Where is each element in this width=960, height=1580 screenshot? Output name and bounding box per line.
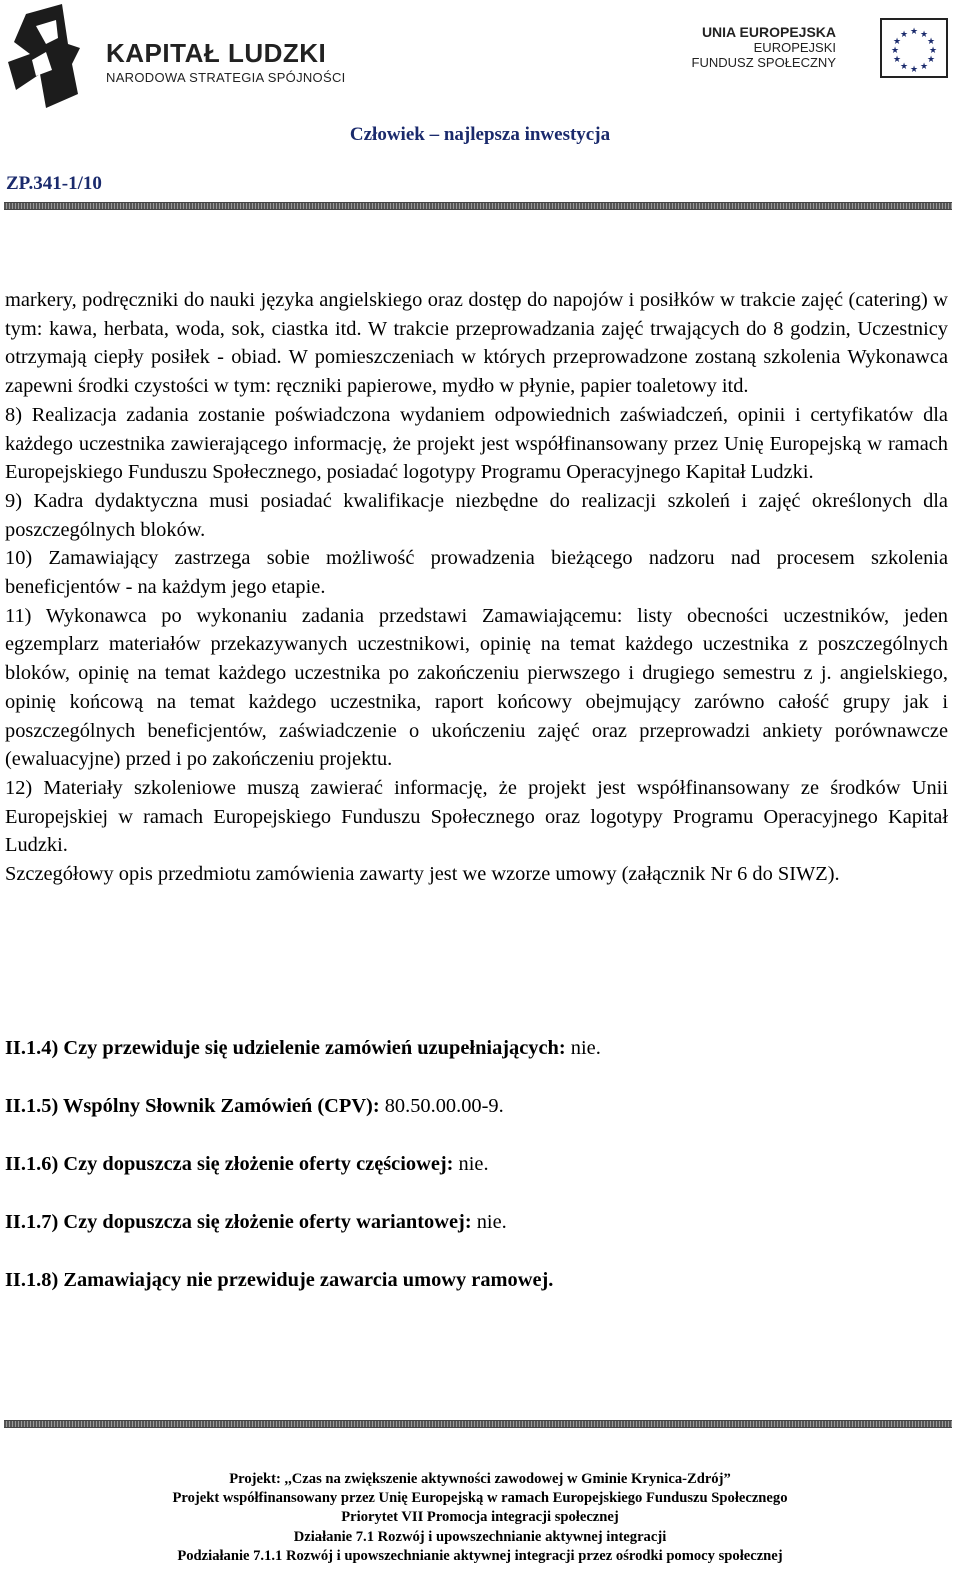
paragraph: 12) Materiały szkoleniowe muszą zawierać informację, że projekt jest współfinansowany ze środków Unii Europejskiej w ramach Europejskiego Funduszu Społecznego oraz logotypy Programu Operacyjnego Kapitał Ludzki. (5, 776, 948, 857)
kapital-ludzki-title: KAPITAŁ LUDZKI (106, 38, 327, 68)
svg-text:★: ★ (926, 37, 936, 47)
eu-logo-line-1: UNIA EUROPEJSKA (701, 24, 836, 40)
section-heading: II.1.8) Zamawiający nie przewiduje zawarcia umowy ramowej. (5, 1269, 554, 1291)
section-item (5, 1266, 948, 1294)
paragraph: 9) Kadra dydaktyczna musi posiadać kwalifikacje niezbędne do realizacji szkoleń i zajęć określonych dla poszczególnych bloków. (5, 489, 948, 541)
section-item (5, 1092, 948, 1120)
paragraph: markery, podręczniki do nauki języka angielskiego oraz dostęp do napojów i posiłków w trakcie zajęć (catering) w tym: kawa, herbata, woda, sok, ciastka itd. W trakcie przeprowadzania zajęć trwających do 8 godzin, Uczestnicy otrzymają ciepły posiłek - obiad. W pomieszczeniach w których przeprowadzone zostaną szkolenia Wykonawca zapewni środki czystości w tym: ręczniki papierowe, mydło w płynie, papier toaletowy itd. (5, 289, 948, 398)
footer-line: Projekt: ,,Czas na zwiększenie aktywności zawodowej w Gminie Krynica-Zdrój” (229, 1471, 731, 1487)
section-item (5, 1208, 948, 1236)
section-item (5, 1150, 948, 1178)
footer-line: Priorytet VII Promocja integracji społecznej (341, 1509, 619, 1526)
kapital-ludzki-emblem-icon (6, 4, 86, 108)
svg-text:★: ★ (909, 27, 919, 37)
section-value: 80.50.00.00-9. (379, 1095, 504, 1117)
paragraph: 8) Realizacja zadania zostanie poświadczona wydaniem odpowiednich zaświadczeń, opinii i certyfikatów dla każdego uczestnika zawierającego informację, że projekt jest współfinansowany przez Unię Europejską w ramach Europejskiego Funduszu Społecznego, posiadać logotypy Programu Operacyjnego Kapitał Ludzki. (5, 403, 948, 484)
body-text (5, 286, 948, 889)
eu-logo-line-2: EUROPEJSKI (753, 40, 836, 55)
section-value: nie. (565, 1037, 601, 1059)
section-heading: II.1.6) Czy dopuszcza się złożenie oferty częściowej: (5, 1153, 454, 1175)
header-divider (4, 202, 952, 210)
section-item (5, 1034, 948, 1062)
eu-logo (680, 18, 952, 82)
section-heading: II.1.5) Wspólny Słownik Zamówień (CPV): (5, 1095, 380, 1117)
footer-line: Projekt współfinansowany przez Unię Europejską w ramach Europejskiego Funduszu Społecznego (172, 1490, 788, 1507)
kapital-ludzki-logo (6, 4, 346, 108)
sections-list (5, 1034, 948, 1324)
svg-text:★: ★ (892, 55, 902, 65)
section-value: nie. (453, 1153, 489, 1175)
paragraph: Szczegółowy opis przedmiotu zamówienia zawarty jest we wzorze umowy (załącznik Nr 6 do SIWZ). (5, 863, 840, 886)
section-heading: II.1.4) Czy przewiduje się udzielenie zamówień uzupełniających: (5, 1037, 566, 1059)
footer-divider (4, 1420, 952, 1428)
reference-number: ZP.341-1/10 (6, 173, 102, 194)
svg-text:★: ★ (909, 65, 919, 75)
svg-text:★: ★ (890, 46, 900, 56)
footer (0, 1470, 960, 1566)
svg-text:★: ★ (899, 30, 909, 40)
footer-line: Podziałanie 7.1.1 Rozwój i upowszechnianie aktywnej integracji przez ośrodki pomocy społecznej (177, 1547, 783, 1564)
svg-text:★: ★ (928, 46, 938, 56)
section-value: nie. (471, 1211, 507, 1233)
motto: Człowiek – najlepsza inwestycja (349, 124, 611, 145)
eu-flag-icon (880, 18, 948, 78)
kapital-ludzki-subtitle: NARODOWA STRATEGIA SPÓJNOŚCI (106, 70, 346, 85)
svg-text:★: ★ (919, 62, 929, 72)
footer-line: Działanie 7.1 Rozwój i upowszechnianie aktywnej integracji (293, 1528, 667, 1545)
svg-text:★: ★ (926, 55, 936, 65)
paragraph: 11) Wykonawca po wykonaniu zadania przedstawi Zamawiającemu: listy obecności uczestników, jeden egzemplarz materiałów przekazywanych uczestnikowi, opinię na temat każdego uczestnika z poszczególnych bloków, opinię na temat każdego uczestnika po zakończeniu pierwszego i drugiego semestru z j. angielskiego, opinię końcową na temat każdego uczestnika, raport końcowy obejmujący zarówno całość grupy jak i poszczególnych beneficjentów, zaświadczenie o ukończeniu zajęć oraz przeprowadzi ankiety porównawcze (ewaluacyjne) przed i po zakończeniu projektu. (5, 604, 948, 771)
eu-logo-line-3: FUNDUSZ SPOŁECZNY (691, 55, 836, 70)
svg-text:★: ★ (892, 37, 902, 47)
svg-text:★: ★ (919, 30, 929, 40)
svg-text:★: ★ (899, 62, 909, 72)
paragraph: 10) Zamawiający zastrzega sobie możliwość prowadzenia bieżącego nadzoru nad procesem szkolenia beneficjentów - na każdym jego etapie. (5, 547, 948, 599)
section-heading: II.1.7) Czy dopuszcza się złożenie oferty wariantowej: (5, 1211, 472, 1233)
